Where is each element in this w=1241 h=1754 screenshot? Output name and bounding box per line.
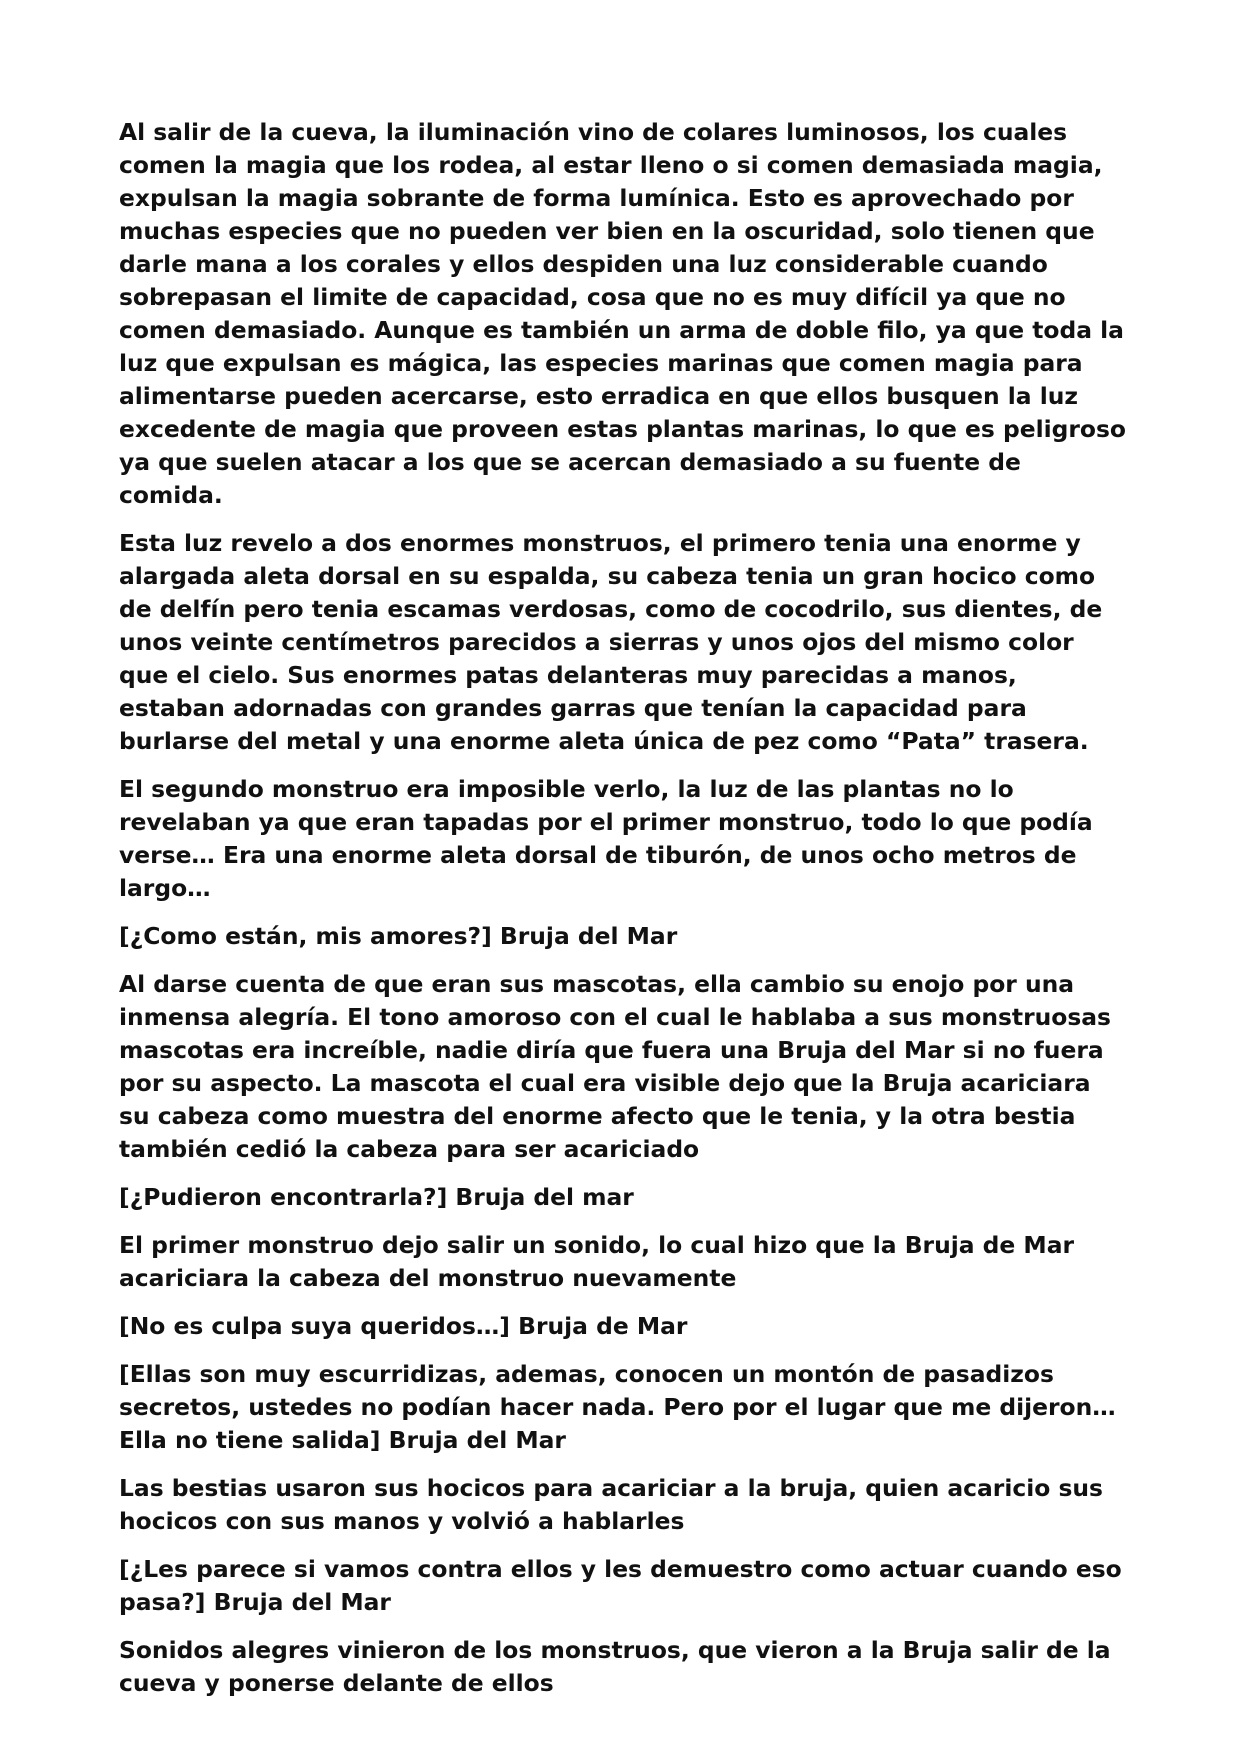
dialogue-line: [¿Pudieron encontrarla?] Bruja del mar bbox=[119, 1183, 634, 1211]
paragraph-monster-sound: El primer monstruo dejo salir un sonido, lo cual hizo que la Bruja de Mar acariciara la cabeza del monstruo nuevamente bbox=[119, 1231, 1075, 1292]
dialogue-line: [Ellas son muy escurridizas, ademas, conocen un montón de pasadizos secretos, ustedes no podían hacer nada. Pero por el lugar que me dijeron… Ella no tiene salida] Bruja del Mar bbox=[119, 1360, 1116, 1454]
document-body bbox=[119, 116, 1129, 1715]
dialogue-line: [¿Les parece si vamos contra ellos y les demuestro como actuar cuando eso pasa?] Bruja del Mar bbox=[119, 1555, 1122, 1616]
paragraph-coral-light: Al salir de la cueva, la iluminación vino de colares luminosos, los cuales comen la magia que los rodea, al estar lleno o si comen demasiada magia, expulsan la magia sobrante de forma lumínica. Esto es aprovechado por muchas especies que no pueden ver bien en la oscuridad, solo tienen que darle mana a los corales y ellos despiden una luz considerable cuando sobrepasan el limite de capacidad, cosa que no es muy difícil ya que no comen demasiado. Aunque es también un arma de doble filo, ya que toda la luz que expulsan es mágica, las especies marinas que comen magia para alimentarse pueden acercarse, esto erradica en que ellos busquen la luz excedente de magia que proveen estas plantas marinas, lo que es peligroso ya que suelen atacar a los que se acercan demasiado a su fuente de comida. bbox=[119, 118, 1126, 509]
paragraph-first-monster: Esta luz revelo a dos enormes monstruos, el primero tenia una enorme y alargada aleta dorsal en su espalda, su cabeza tenia un gran hocico como de delfín pero tenia escamas verdosas, como de cocodrilo, sus dientes, de unos veinte centímetros parecidos a sierras y unos ojos del mismo color que el cielo. Sus enormes patas delanteras muy parecidas a manos, estaban adornadas con grandes garras que tenían la capacidad para burlarse del metal y una enorme aleta única de pez como “Pata” trasera. bbox=[119, 529, 1103, 755]
paragraph-pets: Al darse cuenta de que eran sus mascotas, ella cambio su enojo por una inmensa alegría. El tono amoroso con el cual le hablaba a sus monstruosas mascotas era increíble, nadie diría que fuera una Bruja del Mar si no fuera por su aspecto. La mascota el cual era visible dejo que la Bruja acariciara su cabeza como muestra del enorme afecto que le tenia, y la otra bestia también cedió la cabeza para ser acariciado bbox=[119, 970, 1111, 1163]
dialogue-line: [¿Como están, mis amores?] Bruja del Mar bbox=[119, 922, 678, 950]
paragraph-second-monster: El segundo monstruo era imposible verlo, la luz de las plantas no lo revelaban ya que eran tapadas por el primer monstruo, todo lo que podía verse… Era una enorme aleta dorsal de tiburón, de unos ocho metros de largo… bbox=[119, 775, 1093, 902]
paragraph-closing: Sonidos alegres vinieron de los monstruos, que vieron a la Bruja salir de la cueva y ponerse delante de ellos bbox=[119, 1636, 1111, 1697]
paragraph-beasts: Las bestias usaron sus hocicos para acariciar a la bruja, quien acaricio sus hocicos con sus manos y volvió a hablarles bbox=[119, 1474, 1103, 1535]
dialogue-line: [No es culpa suya queridos…] Bruja de Mar bbox=[119, 1312, 688, 1340]
